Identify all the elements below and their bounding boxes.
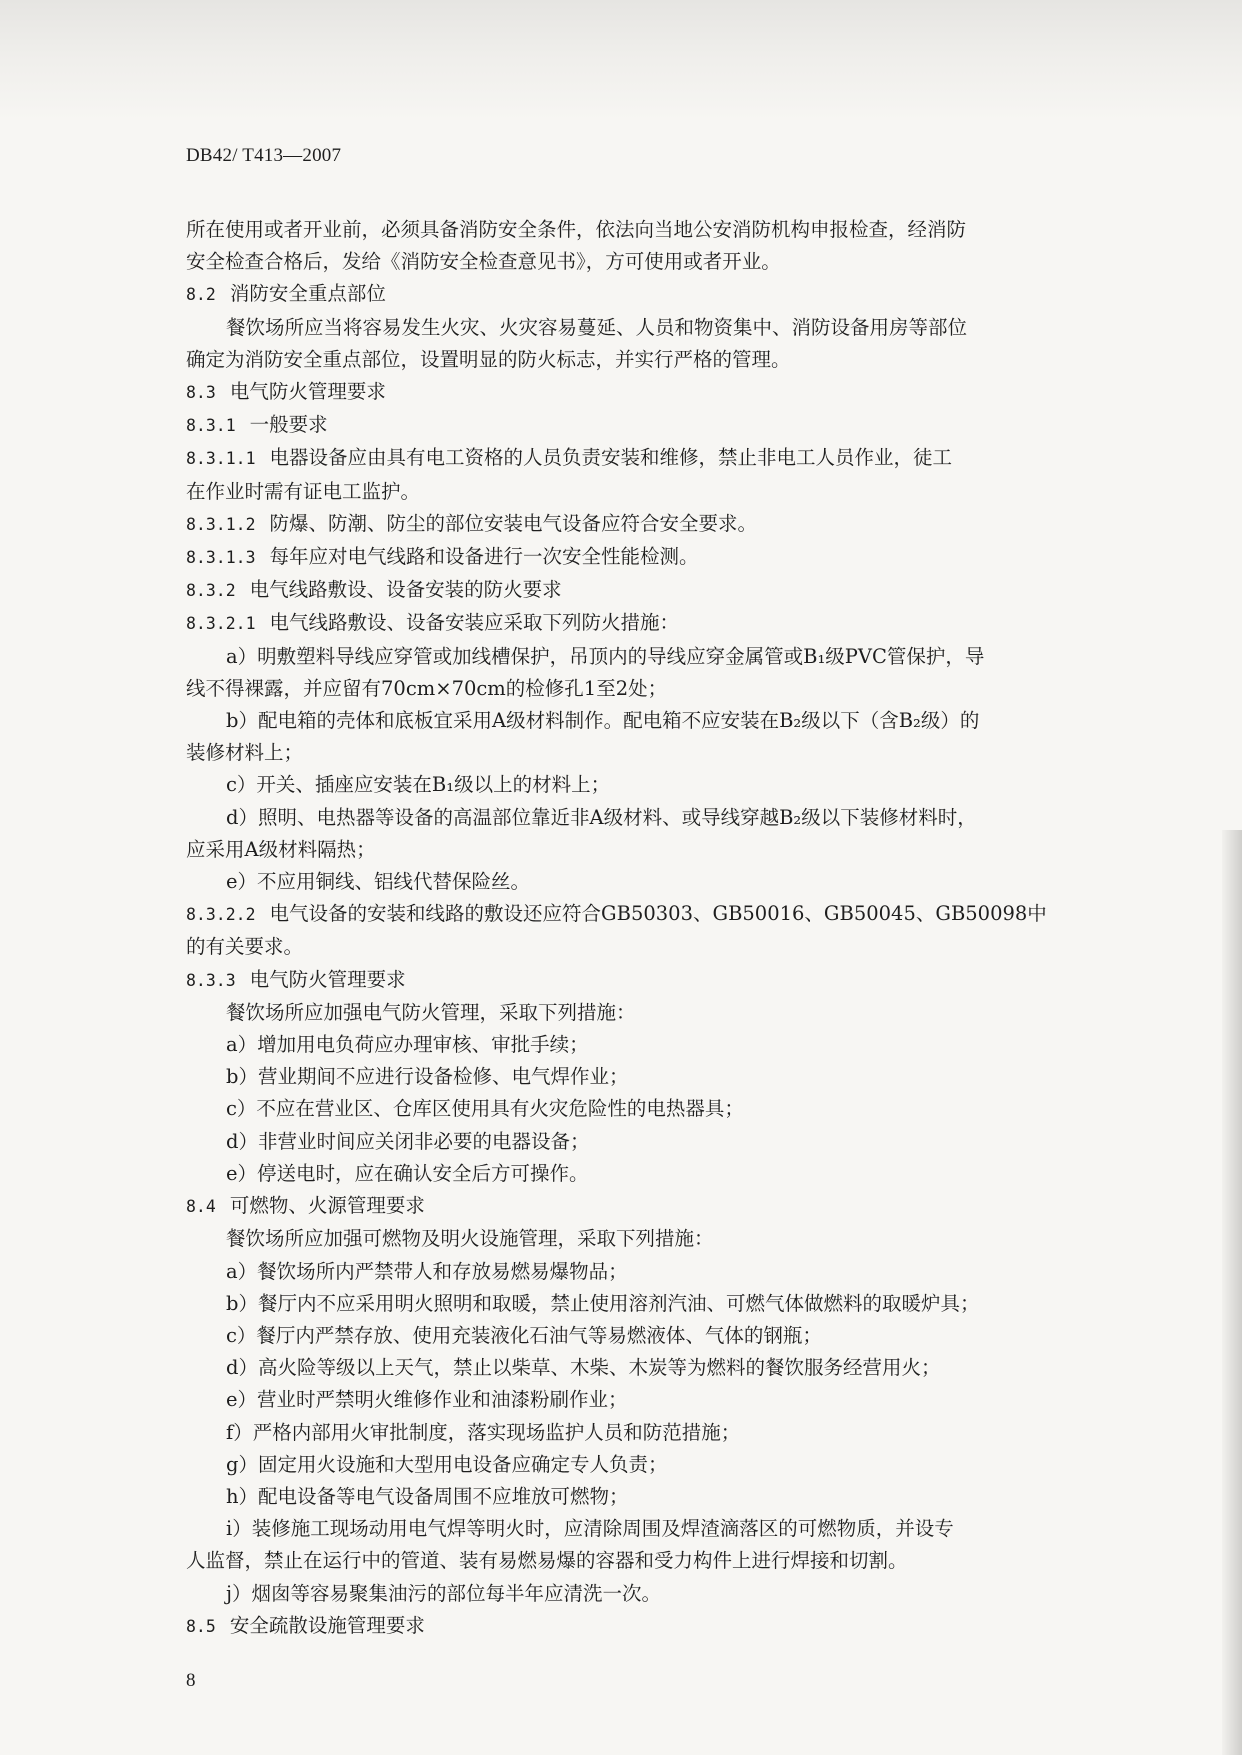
line-text: e）营业时严禁明火维修作业和油漆粉刷作业； xyxy=(226,1388,628,1412)
text-line xyxy=(186,1578,1056,1610)
line-text: c）开关、插座应安装在B₁级以上的材料上； xyxy=(226,773,611,797)
line-text: 餐饮场所应加强电气防火管理，采取下列措施： xyxy=(226,1000,636,1024)
line-text: j）烟囱等容易聚集油污的部位每半年应清洗一次。 xyxy=(226,1581,662,1605)
line-text: b）营业期间不应进行设备检修、电气焊作业； xyxy=(226,1065,629,1089)
text-line xyxy=(186,641,1056,673)
text-line xyxy=(186,997,1056,1029)
section-number: 8.3.1 xyxy=(186,416,236,436)
section-heading-line xyxy=(186,898,1056,931)
section-heading-line xyxy=(186,964,1056,997)
text-line xyxy=(186,476,1056,508)
section-heading-line xyxy=(186,278,1056,311)
line-text: 防爆、防潮、防尘的部位安装电气设备应符合安全要求。 xyxy=(269,511,758,535)
line-text: 装修材料上； xyxy=(186,741,304,765)
text-line xyxy=(186,673,1056,705)
text-line xyxy=(186,1029,1056,1061)
text-line xyxy=(186,705,1056,737)
section-heading-line xyxy=(186,541,1056,574)
section-number: 8.3 xyxy=(186,383,216,403)
line-text: 电气防火管理要求 xyxy=(229,380,386,404)
section-heading-line xyxy=(186,607,1056,640)
text-line xyxy=(186,1126,1056,1158)
line-text: h）配电设备等电气设备周围不应堆放可燃物； xyxy=(226,1484,629,1508)
line-text: 确定为消防安全重点部位，设置明显的防火标志，并实行严格的管理。 xyxy=(186,347,791,371)
text-line xyxy=(186,931,1056,963)
line-text: c）不应在营业区、仓库区使用具有火灾危险性的电热器具； xyxy=(226,1097,744,1121)
section-heading-line xyxy=(186,574,1056,607)
text-line xyxy=(186,834,1056,866)
text-line xyxy=(186,737,1056,769)
line-text: e）停送电时，应在确认安全后方可操作。 xyxy=(226,1161,589,1185)
line-text: g）固定用火设施和大型用电设备应确定专人负责； xyxy=(226,1452,668,1476)
text-line xyxy=(186,1417,1056,1449)
text-line xyxy=(186,1288,1056,1320)
section-number: 8.3.1.3 xyxy=(186,548,256,568)
text-line xyxy=(186,246,1056,278)
section-heading-line xyxy=(186,409,1056,442)
section-heading-line xyxy=(186,442,1056,475)
line-text: a）增加用电负荷应办理审核、审批手续； xyxy=(226,1033,589,1057)
section-heading-line xyxy=(186,1190,1056,1223)
text-line xyxy=(186,1158,1056,1190)
line-text: d）高火险等级以上天气，禁止以柴草、木柴、木炭等为燃料的餐饮服务经营用火； xyxy=(226,1356,941,1380)
line-text: 每年应对电气线路和设备进行一次安全性能检测。 xyxy=(269,545,699,569)
text-line xyxy=(186,344,1056,376)
text-line xyxy=(186,1545,1056,1577)
section-heading-line xyxy=(186,508,1056,541)
text-line xyxy=(186,1320,1056,1352)
section-heading-line xyxy=(186,1610,1056,1643)
line-text: b）配电箱的壳体和底板宜采用A级材料制作。配电箱不应安装在B₂级以下（含B₂级）的 xyxy=(226,709,980,733)
line-text: 在作业时需有证电工监护。 xyxy=(186,479,421,503)
line-text: 所在使用或者开业前，必须具备消防安全条件，依法向当地公安消防机构申报检查，经消防 xyxy=(186,218,967,241)
line-text: 电器设备应由具有电工资格的人员负责安装和维修，禁止非电工人员作业，徒工 xyxy=(269,446,953,470)
line-text: 安全检查合格后，发给《消防安全检查意见书》，方可使用或者开业。 xyxy=(186,250,781,274)
section-number: 8.3.2.2 xyxy=(186,905,256,925)
line-text: 消防安全重点部位 xyxy=(229,282,386,306)
section-number: 8.3.2.1 xyxy=(186,614,256,634)
text-line xyxy=(186,1223,1056,1255)
line-text: d）非营业时间应关闭非必要的电器设备； xyxy=(226,1129,590,1153)
section-number: 8.4 xyxy=(186,1197,216,1217)
line-text: 电气线路敷设、设备安装的防火要求 xyxy=(249,578,562,602)
section-number: 8.3.2 xyxy=(186,581,236,601)
line-text: 应采用A级材料隔热； xyxy=(186,837,376,861)
document-page xyxy=(186,140,1056,1643)
line-text: f）严格内部用火审批制度，落实现场监护人员和防范措施； xyxy=(226,1420,741,1444)
section-number: 8.3.3 xyxy=(186,970,236,990)
text-line xyxy=(186,1449,1056,1481)
line-text: 电气防火管理要求 xyxy=(249,967,406,991)
line-text: 电气设备的安装和线路的敷设还应符合GB50303、GB50016、GB50045、GB50098中 xyxy=(269,902,1047,926)
line-text: a）餐饮场所内严禁带人和存放易燃易爆物品； xyxy=(226,1259,628,1283)
text-line xyxy=(186,1093,1056,1125)
document-body xyxy=(186,214,1056,1643)
line-text: 一般要求 xyxy=(249,413,328,437)
section-number: 8.3.1.2 xyxy=(186,514,256,534)
line-text: 餐饮场所应当将容易发生火灾、火灾容易蔓延、人员和物资集中、消防设备用房等部位 xyxy=(226,315,968,339)
text-line xyxy=(186,866,1056,898)
page-number: 8 xyxy=(186,1670,196,1691)
text-line xyxy=(186,1061,1056,1093)
section-number: 8.5 xyxy=(186,1616,216,1636)
text-line xyxy=(186,802,1056,834)
line-text: i）装修施工现场动用电气焊等明火时，应清除周围及焊渣滴落区的可燃物质，并设专 xyxy=(226,1517,954,1541)
text-line xyxy=(186,1481,1056,1513)
scan-right-edge-shadow xyxy=(1222,830,1242,1755)
line-text: b）餐厅内不应采用明火照明和取暖，禁止使用溶剂汽油、可燃气体做燃料的取暖炉具； xyxy=(226,1291,980,1315)
line-text: d）照明、电热器等设备的高温部位靠近非A级材料、或导线穿越B₂级以下装修材料时， xyxy=(226,805,977,829)
text-line xyxy=(186,214,1056,246)
text-line xyxy=(186,1384,1056,1416)
line-text: 线不得裸露，并应留有70cm×70cm的检修孔1至2处； xyxy=(186,676,668,700)
standard-code-header: DB42/ T413—2007 xyxy=(186,145,342,166)
text-line xyxy=(186,312,1056,344)
section-heading-line xyxy=(186,376,1056,409)
text-line xyxy=(186,769,1056,801)
line-text: a）明敷塑料导线应穿管或加线槽保护，吊顶内的导线应穿金属管或B₁级PVC管保护，导 xyxy=(226,644,985,668)
line-text: 电气线路敷设、设备安装应采取下列防火措施： xyxy=(269,611,680,635)
line-text: 人监督，禁止在运行中的管道、装有易燃易爆的容器和受力构件上进行焊接和切割。 xyxy=(186,1549,908,1573)
text-line xyxy=(186,1256,1056,1288)
line-text: 安全疏散设施管理要求 xyxy=(229,1613,425,1637)
text-line xyxy=(186,1352,1056,1384)
section-number: 8.2 xyxy=(186,285,216,305)
line-text: 的有关要求。 xyxy=(186,935,304,959)
section-number: 8.3.1.1 xyxy=(186,449,256,469)
line-text: 餐饮场所应加强可燃物及明火设施管理，采取下列措施： xyxy=(226,1227,714,1251)
scan-top-shadow xyxy=(0,0,1242,120)
text-line xyxy=(186,1513,1056,1545)
line-text: 可燃物、火源管理要求 xyxy=(229,1194,425,1218)
line-text: e）不应用铜线、铝线代替保险丝。 xyxy=(226,870,531,894)
line-text: c）餐厅内严禁存放、使用充装液化石油气等易燃液体、气体的钢瓶； xyxy=(226,1323,822,1347)
